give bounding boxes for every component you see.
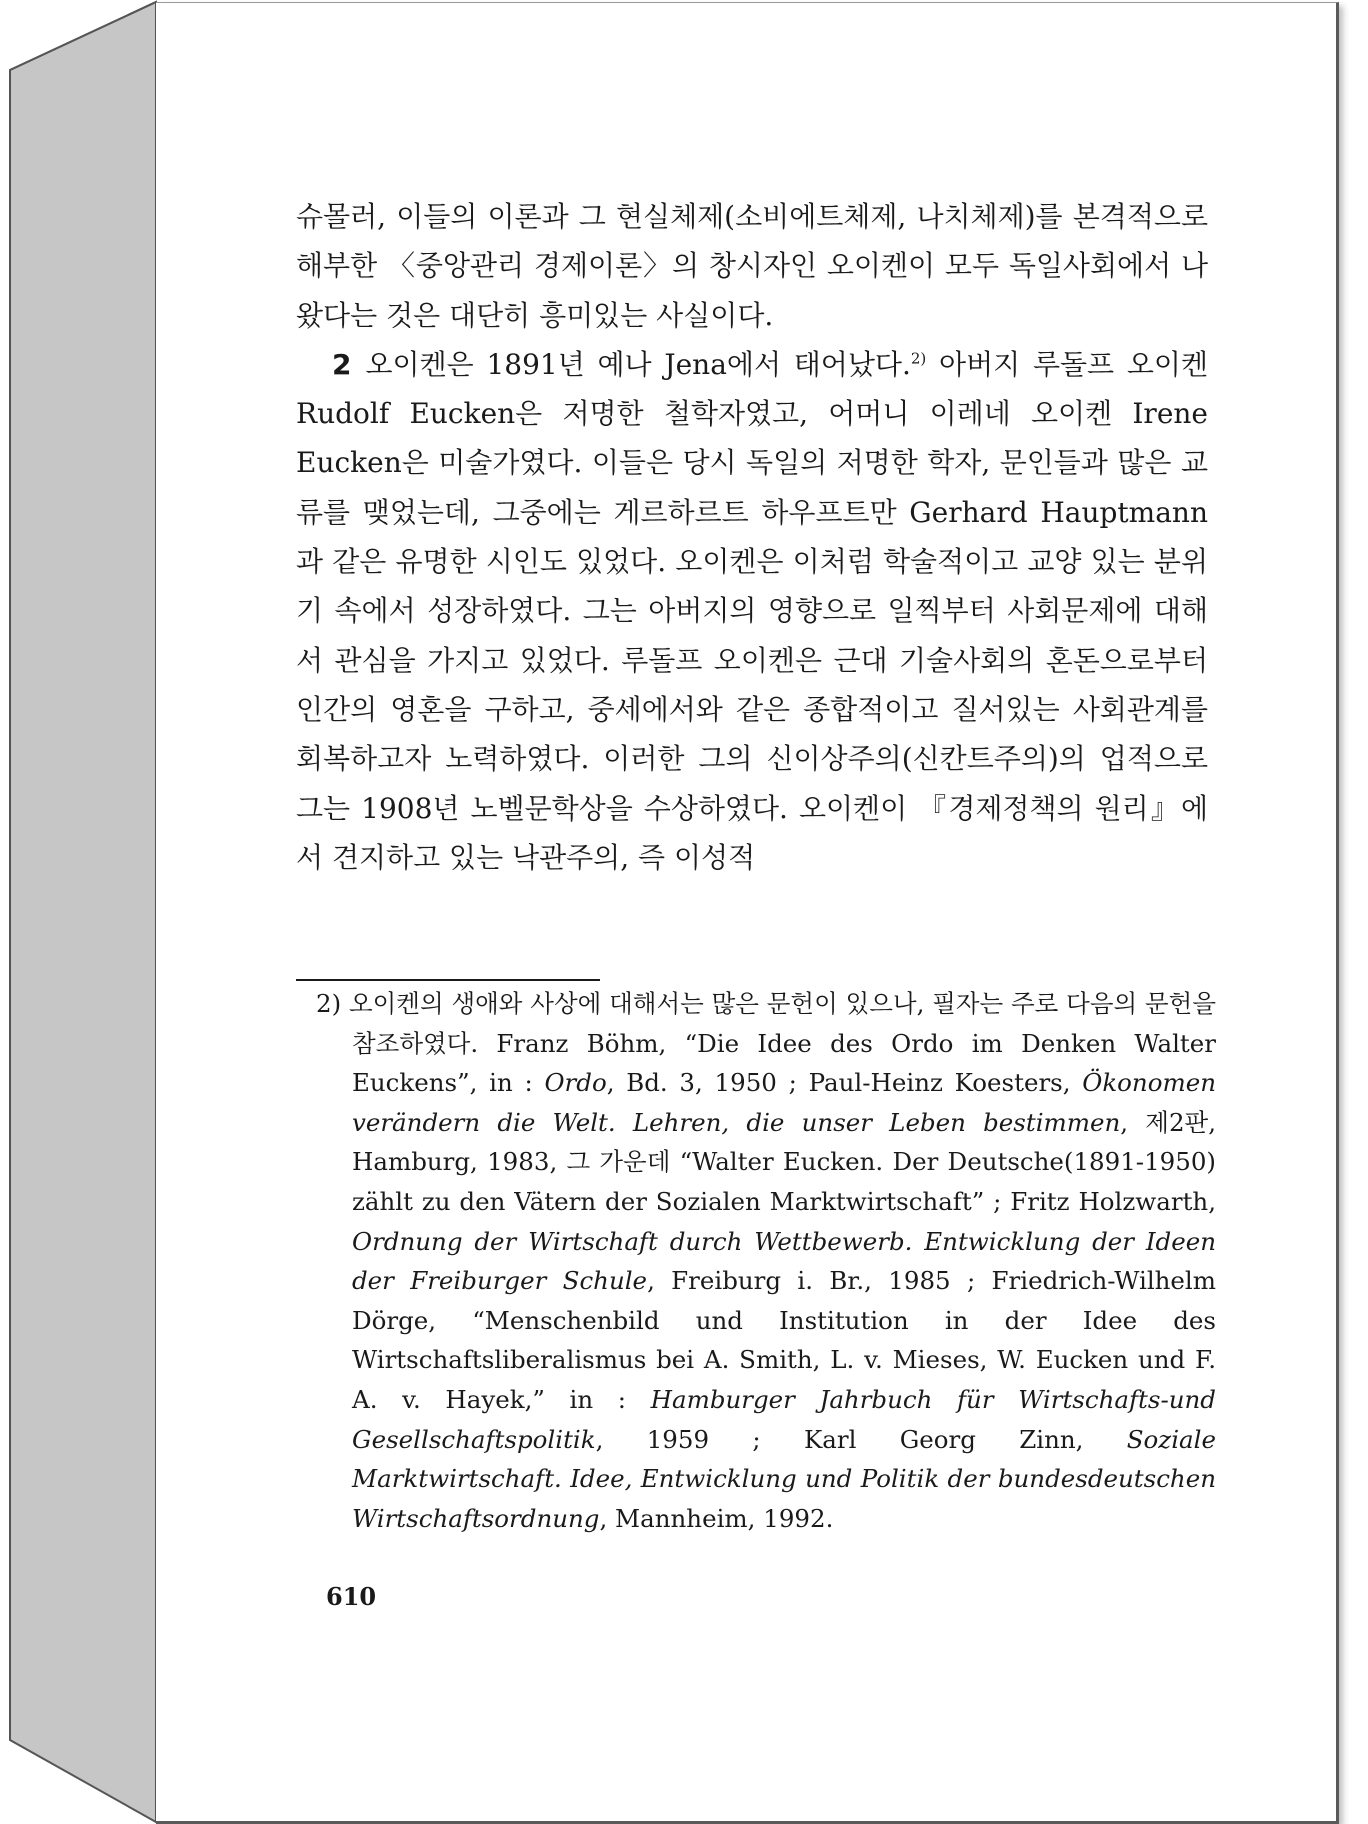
footnote-reference: 2): [910, 349, 927, 368]
footnote-2: 2) 오이켄의 생애와 사상에 대해서는 많은 문헌이 있으나, 필자는 주로 다음의 문헌을 참조하였다. Franz Böhm, “Die Idee des Ordo im Denken Walter Euckens”, in : Ordo, Bd. 3, 1950 ; Paul-Heinz Koesters, Ökonomen verändern die Welt. Lehren, die unser Leben bestimmen, 제2판, Hamburg, 1983, 그 가운데 “Walter Eucken. Der Deutsche(1891-1950) zählt zu den Vätern der Sozialen Marktwirtschaft” ; Fritz Holzwarth, Ordnung der Wirtschaft durch Wettbewerb. Entwicklung der Ideen der Freiburger Schule, Freiburg i. Br., 1985 ; Friedrich-Wilhelm Dörge, “Menschenbild und Institution in der Idee des Wirtschaftsliberalismus bei A. Smith, L. v. Mieses, W. Eucken und F. A. v. Hayek,” in : Hamburger Jahrbuch für Wirtschafts-und Gesellschaftspolitik, 1959 ; Karl Georg Zinn, Soziale Marktwirtschaft. Idee, Entwicklung und Politik der bundesdeutschen Wirtschaftsordnung, Mannheim, 1992.: [316, 989, 1217, 1533]
paragraph-2: [296, 340, 1208, 882]
footnote-divider: [296, 979, 600, 981]
footnote: [316, 984, 1216, 1538]
paragraph-2-start: 오이켄은 1891년 예나 Jena에서 태어났다.: [365, 347, 911, 381]
body-text: [296, 192, 1208, 882]
paragraph-2-rest: 아버지 루돌프 오이켄 Rudolf Eucken은 저명한 철학자였고, 어머니 이레네 오이켄 Irene Eucken은 미술가였다. 이들은 당시 독일의 저명한 학자, 문인들과 많은 교류를 맺었는데, 그중에는 게르하르트 하우프트만 Gerhard Hauptmann과 같은 유명한 시인도 있었다. 오이켄은 이처럼 학술적이고 교양 있는 분위기 속에서 성장하였다. 그는 아버지의 영향으로 일찍부터 사회문제에 대해서 관심을 가지고 있었다. 루돌프 오이켄은 근대 기술사회의 혼돈으로부터 인간의 영혼을 구하고, 중세에서와 같은 종합적이고 질서있는 사회관계를 회복하고자 노력하였다. 이러한 그의 신이상주의(신칸트주의)의 업적으로 그는 1908년 노벨문학상을 수상하였다. 오이켄이 『경제정책의 원리』에서 견지하고 있는 낙관주의, 즉 이성적: [296, 347, 1208, 874]
paragraph-number: 2: [332, 347, 352, 381]
page-number: 610: [326, 1582, 377, 1611]
paragraph-intro: 슈몰러, 이들의 이론과 그 현실체제(소비에트체제, 나치체제)를 본격적으로 해부한 〈중앙관리 경제이론〉의 창시자인 오이켄이 모두 독일사회에서 나왔다는 것은 대단히 흥미있는 사실이다.: [296, 200, 1208, 332]
